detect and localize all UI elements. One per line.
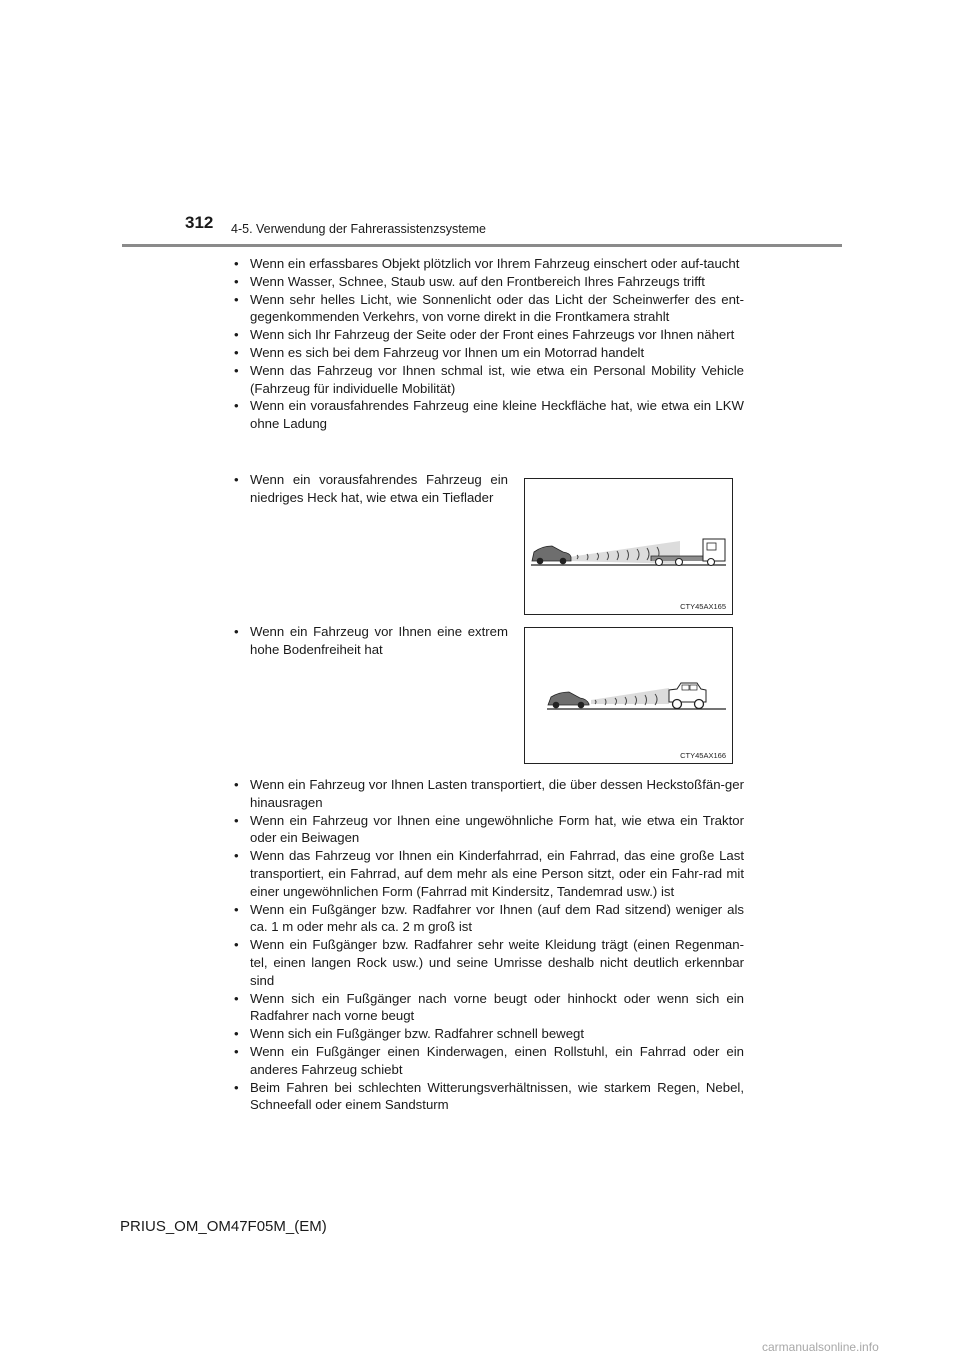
list-item: • Wenn ein vorausfahrendes Fahrzeug eine kleine Heckfläche hat, wie etwa ein LKW ohne Ladung	[233, 397, 744, 433]
list-item: • Wenn ein erfassbares Objekt plötzlich vor Ihrem Fahrzeug einschert oder auf-taucht	[233, 255, 744, 273]
list-item: • Wenn ein vorausfahrendes Fahrzeug ein niedriges Heck hat, wie etwa ein Tieflader	[233, 471, 508, 507]
list-item: • Wenn sich ein Fußgänger bzw. Radfahrer schnell bewegt	[233, 1025, 744, 1043]
bullet-list-top	[233, 255, 744, 433]
section-title: 4-5. Verwendung der Fahrerassistenzsysteme	[231, 222, 486, 236]
footer-document-id: PRIUS_OM_OM47F05M_(EM)	[120, 1218, 327, 1235]
list-item: • Wenn ein Fußgänger bzw. Radfahrer sehr weite Kleidung trägt (einen Regenman-tel, einen langen Rock usw.) und seine Umrisse deshalb nicht deutlich erkennbar sind	[233, 936, 744, 989]
figure-code: CTY45AX165	[680, 602, 726, 611]
figure-code: CTY45AX166	[680, 751, 726, 760]
list-item: • Wenn sehr helles Licht, wie Sonnenlicht oder das Licht der Scheinwerfer des ent-gegenkommenden Verkehrs, von vorne direkt in die Frontkamera strahlt	[233, 291, 744, 327]
list-item: • Wenn das Fahrzeug vor Ihnen schmal ist, wie etwa ein Personal Mobility Vehicle (Fahrzeug für individuelle Mobilität)	[233, 362, 744, 398]
list-item: • Wenn ein Fahrzeug vor Ihnen eine ungewöhnliche Form hat, wie etwa ein Traktor oder ein Beiwagen	[233, 812, 744, 848]
bullet-list-figure-2	[233, 623, 508, 659]
list-item: • Wenn ein Fahrzeug vor Ihnen Lasten transportiert, die über dessen Heckstoßfän-ger hinausragen	[233, 776, 744, 812]
bullet-list-bottom	[233, 776, 744, 1114]
list-item: • Wenn ein Fußgänger einen Kinderwagen, einen Rollstuhl, ein Fahrrad oder ein anderes Fahrzeug schiebt	[233, 1043, 744, 1079]
list-item: • Wenn das Fahrzeug vor Ihnen ein Kinderfahrrad, ein Fahrrad, das eine große Last transportiert, ein Fahrrad, auf dem mehr als eine Person sitzt, oder ein Fahr-rad mit einer ungewöhnlichen Form (Fahrrad mit Kindersitz, Tandemrad usw.) ist	[233, 847, 744, 900]
car-following-high-clearance-vehicle-illustration	[525, 628, 732, 763]
list-item: • Wenn sich ein Fußgänger nach vorne beugt oder hinhockt oder wenn sich ein Radfahrer nach vorne beugt	[233, 990, 744, 1026]
watermark: carmanualsonline.info	[762, 1340, 879, 1354]
list-item: • Wenn ein Fahrzeug vor Ihnen eine extrem hohe Bodenfreiheit hat	[233, 623, 508, 659]
bullet-list-figure-1	[233, 471, 508, 507]
car-following-low-truck-illustration	[525, 479, 732, 614]
page-number: 312	[185, 213, 214, 232]
list-item: • Wenn es sich bei dem Fahrzeug vor Ihnen um ein Motorrad handelt	[233, 344, 744, 362]
list-item: • Wenn Wasser, Schnee, Staub usw. auf den Frontbereich Ihres Fahrzeugs trifft	[233, 273, 744, 291]
header-divider	[122, 244, 842, 247]
figure-low-rear-truck	[524, 478, 733, 615]
list-item: • Beim Fahren bei schlechten Witterungsverhältnissen, wie starkem Regen, Nebel, Schneefall oder einem Sandsturm	[233, 1079, 744, 1115]
list-item: • Wenn ein Fußgänger bzw. Radfahrer vor Ihnen (auf dem Rad sitzend) weniger als ca. 1 m oder mehr als ca. 2 m groß ist	[233, 901, 744, 937]
figure-high-clearance-vehicle	[524, 627, 733, 764]
list-item: • Wenn sich Ihr Fahrzeug der Seite oder der Front eines Fahrzeugs vor Ihnen nähert	[233, 326, 744, 344]
